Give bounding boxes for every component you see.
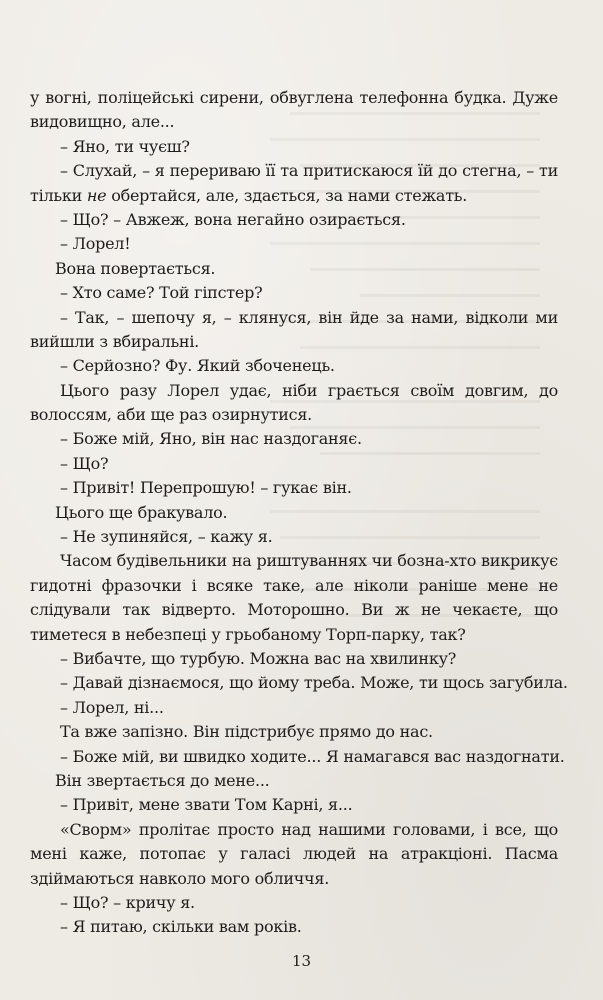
text-line: – Що? [60,453,109,473]
text-line: тиметеся в небезпеці у грьобаному Торп-парку, так? [30,624,466,644]
text-line: – Що? – кричу я. [60,892,195,912]
text-line: у вогні, поліцейські сирени, обвуглена телефонна будка. Дуже [30,88,558,107]
text-line: – Привіт! Перепрошую! – гукає він. [60,478,352,498]
text-line: – Боже мій, Яно, він нас наздоганяє. [60,429,362,449]
text-line: – Лорел! [60,234,131,254]
text-line: мені каже, потопає у галасі людей на атракціоні. Пасма [30,844,558,864]
text-line: – Вибачте, що турбую. Можна вас на хвилинку? [60,648,457,668]
text-line: Він звертається до мене... [55,770,270,790]
text-line: – Привіт, мене звати Том Карні, я... [60,795,353,815]
text-line: здіймаються навколо мого обличчя. [30,868,330,888]
text-line: тільки не обертайся, але, здається, за нами стежать. [30,185,468,205]
text-line: – Лорел, ні... [60,697,164,717]
text-line: гидотні фразочки і всяке таке, але ніколи раніше мене не [30,575,558,595]
text-line: Вона повертається. [55,258,216,278]
text-line: Та вже запізно. Він підстрибує прямо до нас. [60,722,433,742]
body-text [30,86,568,940]
text-line: вийшли з вбиральні. [30,331,200,351]
text-line: – Не зупиняйся, – кажу я. [60,527,273,547]
page-number: 13 [291,952,312,970]
text-line: – Хто саме? Той гіпстер? [60,283,263,303]
text-line: – Яно, ти чуєш? [60,136,190,156]
text-line: – Давай дізнаємося, що йому треба. Може, ти щось загубила. [60,673,568,693]
text-line: – Серйозно? Фу. Який збоченець. [60,356,335,376]
text-line: – Боже мій, ви швидко ходите... Я намагався вас наздогнати. [60,746,565,766]
text-line: волоссям, аби ще раз озирнутися. [30,405,313,425]
text-line: – Я питаю, скільки вам років. [60,917,302,937]
text-line: Часом будівельники на риштуваннях чи бозна-хто викрикує [60,551,558,571]
text-line: – Слухай, – я перериваю її та притискаюся їй до стегна, – ти [60,161,558,181]
text-line: – Що? – Авжеж, вона негайно озирається. [60,209,406,229]
text-line: Цього ще бракувало. [55,502,228,522]
text-line: – Так, – шепочу я, – клянуся, він йде за нами, відколи ми [60,307,558,327]
text-line: Цього разу Лорел удає, ніби грається своїм довгим, до [60,380,558,400]
text-line: «Сворм» пролітає просто над нашими головами, і все, що [60,819,558,839]
text-line: видовищно, але... [30,112,175,132]
text-line: слідували так відверто. Моторошно. Ви ж не чекаєте, що [30,600,558,620]
